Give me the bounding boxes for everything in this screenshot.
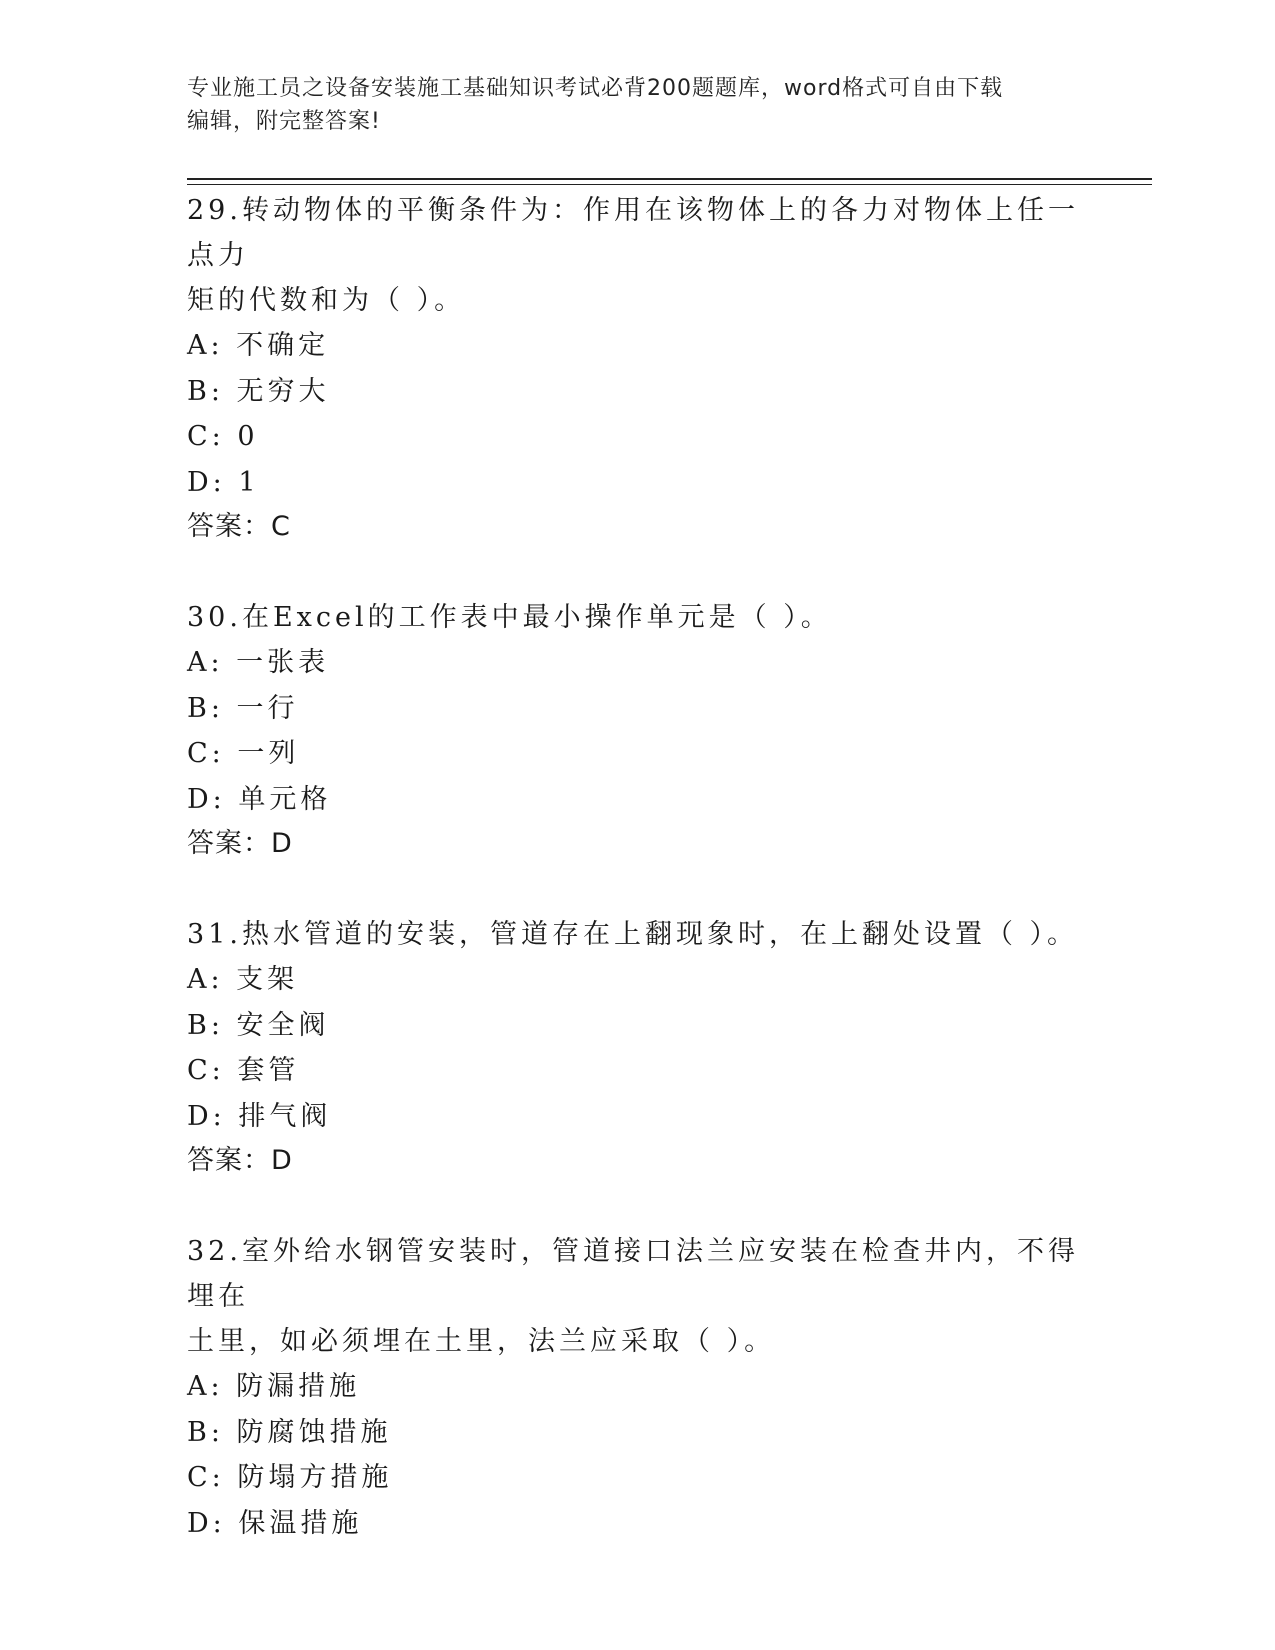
header-line-1: 专业施工员之设备安装施工基础知识考试必背200题题库，word格式可自由下载: [187, 76, 1004, 101]
header-divider-thin: [187, 184, 1152, 185]
option-b: B: 安全阀: [187, 1009, 330, 1041]
question-31: [187, 912, 1087, 1183]
option-d: D: 保温措施: [187, 1507, 363, 1539]
option-a: A: 一张表: [187, 647, 330, 678]
question-32: [187, 1229, 1087, 1546]
option-d: D: 单元格: [187, 783, 332, 815]
question-stem-line: 矩的代数和为（ ）。: [187, 285, 466, 316]
option-d: D: 1: [187, 466, 260, 498]
option-a: A: 防漏措施: [187, 1371, 361, 1402]
question-stem-line: 29.转动物体的平衡条件为：作用在该物体上的各力对物体上任一点力: [187, 195, 1079, 271]
answer: 答案：D: [187, 828, 293, 859]
option-c: C: 一列: [187, 738, 300, 769]
document-header: [187, 72, 1087, 138]
question-stem-line: 土里，如必须埋在土里，法兰应采取（ ）。: [187, 1326, 776, 1357]
answer: 答案：D: [187, 1145, 293, 1176]
option-a: A: 支架: [187, 964, 299, 995]
option-b: B: 防腐蚀措施: [187, 1416, 392, 1448]
option-c: C: 套管: [187, 1055, 300, 1086]
question-stem-line: 31.热水管道的安装，管道存在上翻现象时，在上翻处设置（ ）。: [187, 919, 1079, 950]
question-list: [187, 188, 1087, 1592]
answer: 答案：C: [187, 511, 291, 542]
question-30: [187, 595, 1087, 866]
option-a: A: 不确定: [187, 330, 330, 361]
option-c: C: 防塌方措施: [187, 1462, 393, 1493]
header-line-2: 编辑，附完整答案!: [187, 109, 381, 134]
option-b: B: 一行: [187, 692, 299, 724]
question-29: [187, 188, 1087, 549]
option-b: B: 无穷大: [187, 375, 330, 407]
option-c: C: 0: [187, 421, 259, 452]
question-stem-line: 32.室外给水钢管安装时，管道接口法兰应安装在检查井内，不得埋在: [187, 1236, 1079, 1312]
header-divider-thick: [187, 178, 1152, 180]
option-d: D: 排气阀: [187, 1100, 332, 1132]
question-stem-line: 30.在Excel的工作表中最小操作单元是（ ）。: [187, 602, 832, 633]
